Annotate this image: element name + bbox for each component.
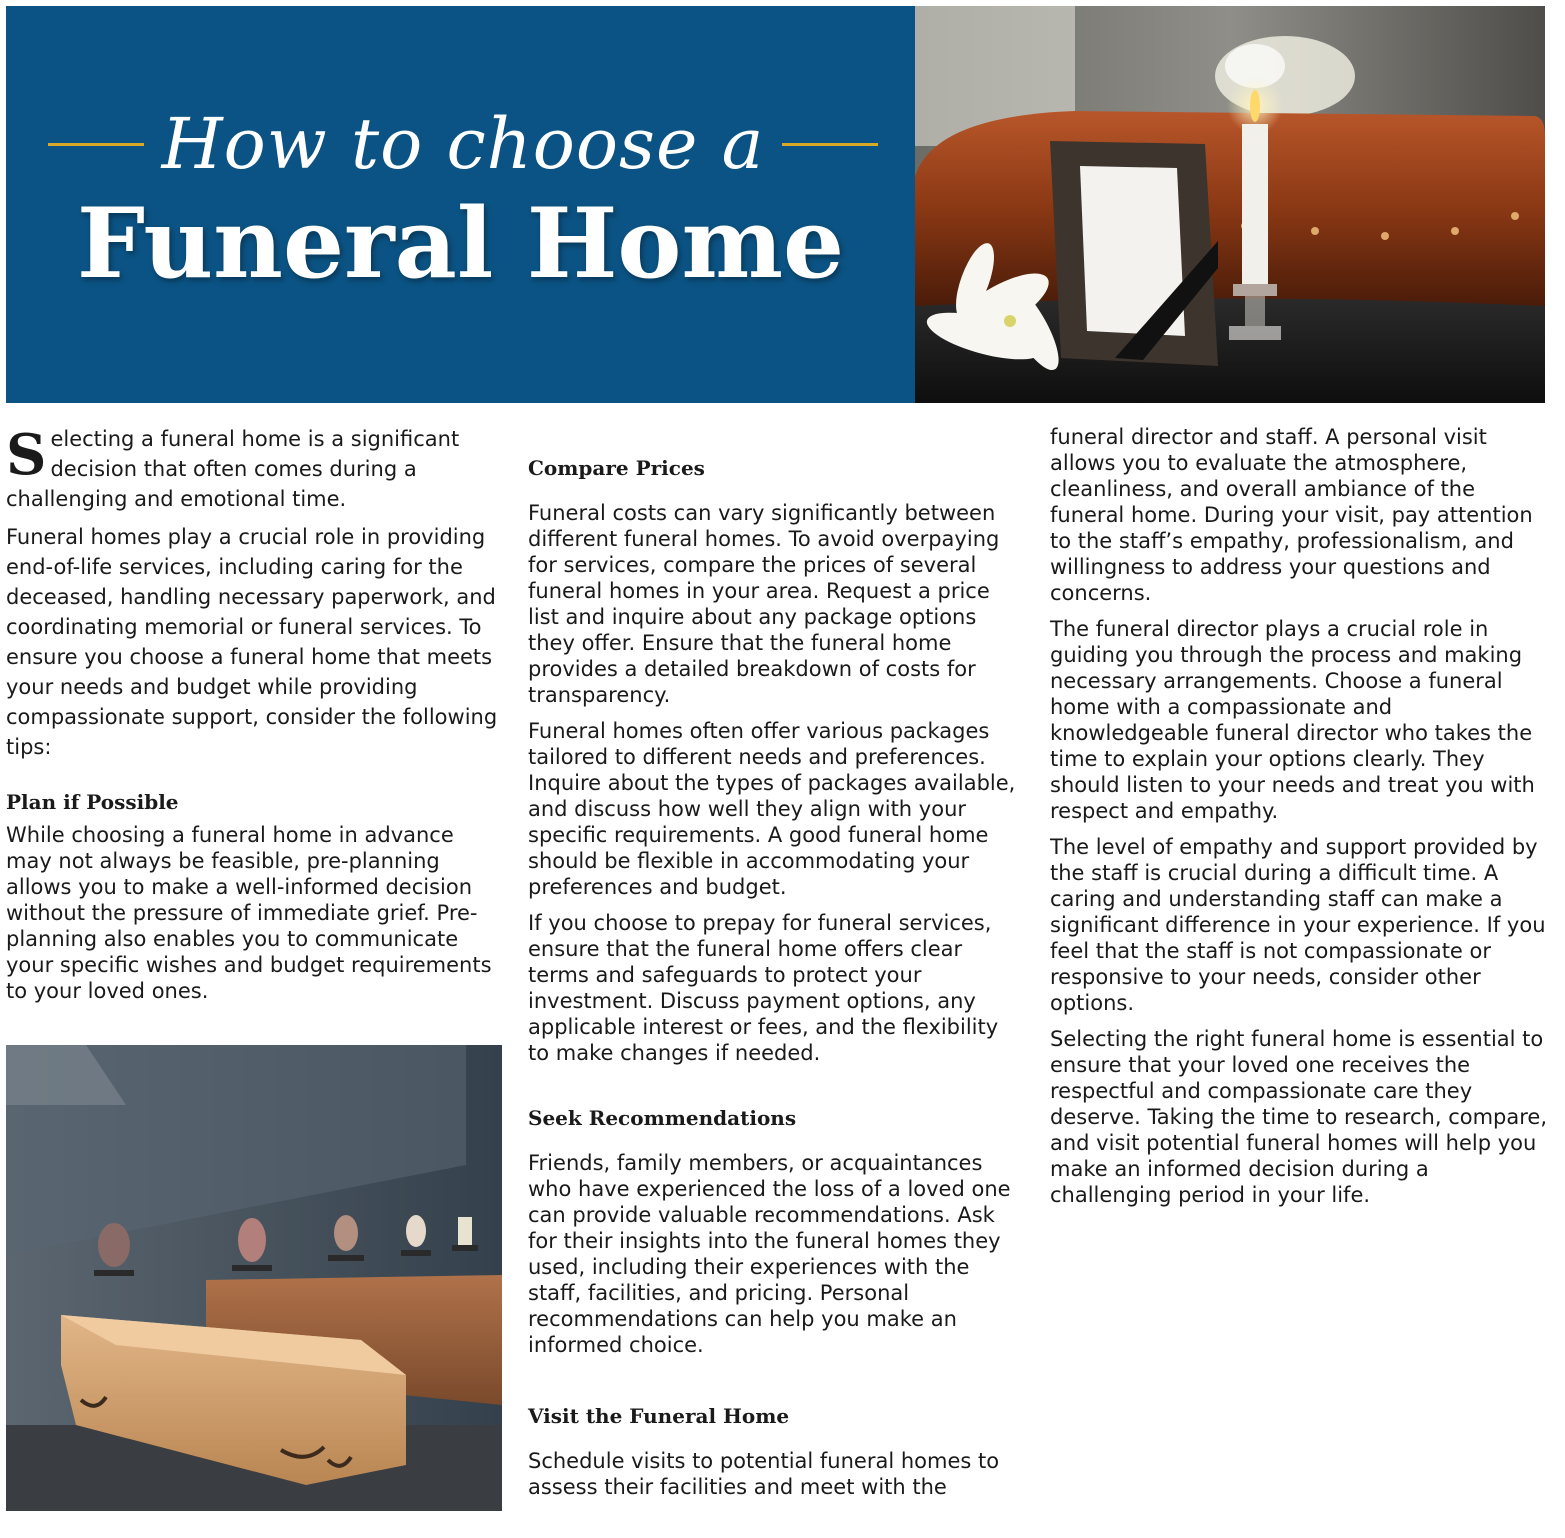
header-banner xyxy=(6,6,915,403)
plan-paragraph: While choosing a funeral home in advance may not always be feasible, pre-planning allows you to make a well-informed decision without the pressure of immediate grief. Pre-planning also enables you to communicate your specific wishes and budget requirements to your loved ones. xyxy=(6,823,492,1003)
compare-paragraph-2: Funeral homes often offer various packages tailored to different needs and preferences. Inquire about the types of packages available, and discuss how well they align with your specific requirements. A good funeral home should be flexible in accommodating your preferences and budget. xyxy=(528,719,1016,899)
candle-frame-lily-icon xyxy=(915,6,1545,403)
subhead-visit: Visit the Funeral Home xyxy=(528,1404,790,1428)
subhead-plan: Plan if Possible xyxy=(6,790,179,814)
subhead-seek: Seek Recommendations xyxy=(528,1106,797,1130)
column-3 xyxy=(1050,424,1548,1218)
subhead-compare: Compare Prices xyxy=(528,456,705,480)
left-gold-rule xyxy=(48,143,144,146)
headline-title: Funeral Home xyxy=(76,187,845,300)
empathy-paragraph: The level of empathy and support provided by the staff is crucial during a difficult time. A caring and understanding staff can make a significant difference in your experience. If you feel that the staff is not compassionate or responsive to your needs, consider other options. xyxy=(1050,835,1546,1015)
visit-continued-paragraph: funeral director and staff. A personal visit allows you to evaluate the atmosphere, cleanliness, and overall ambiance of the funeral home. During your visit, pay attention to the staff’s empathy, professionalism, and willingness to address your questions and concerns. xyxy=(1050,425,1533,605)
kicker-row xyxy=(30,94,896,194)
lede-paragraph: Funeral homes play a crucial role in providing end-of-life services, including caring for the deceased, handling necessary paperwork, and coordinating memorial or funeral services. To ensure you choose a funeral home that meets your needs and budget while providing compassionate support, consider the following tips: xyxy=(6,525,498,759)
column-2 xyxy=(528,424,1025,1510)
seek-paragraph: Friends, family members, or acquaintances who have experienced the loss of a loved one can provide valuable recommendations. Ask for their insights into the funeral homes they used, including their experiences with the staff, facilities, and pricing. Personal recommendations can help you make an informed choice. xyxy=(528,1151,1011,1357)
caskets-urns-showroom-icon xyxy=(6,1045,502,1511)
headline-kicker: How to choose a xyxy=(161,103,765,185)
visit-paragraph: Schedule visits to potential funeral homes to assess their facilities and meet with the xyxy=(528,1449,1000,1499)
drop-cap: S xyxy=(6,422,47,488)
conclusion-paragraph: Selecting the right funeral home is essential to ensure that your loved one receives the respectful and compassionate care they deserve. Taking the time to research, compare, and visit potential funeral homes will help you make an informed decision during a challenging period in your life. xyxy=(1050,1027,1548,1207)
director-paragraph: The funeral director plays a crucial role in guiding you through the process and making necessary arrangements. Choose a funeral home with a compassionate and knowledgeable funeral director who takes the time to explain your options clearly. They should listen to your needs and treat you with respect and empathy. xyxy=(1050,617,1535,823)
intro-paragraph xyxy=(6,424,502,514)
intro-text: electing a funeral home is a significant decision that often comes during a challenging and emotional time. xyxy=(6,427,460,511)
compare-paragraph-3: If you choose to prepay for funeral services, ensure that the funeral home offers clear terms and safeguards to protect your investment. Discuss payment options, any applicable interest or fees, and the flexibility to make changes if needed. xyxy=(528,911,999,1065)
compare-paragraph-1: Funeral costs can vary significantly between different funeral homes. To avoid overpaying for services, compare the prices of several funeral homes in your area. Request a price list and inquire about any package options they offer. Ensure that the funeral home provides a detailed breakdown of costs for transparency. xyxy=(528,501,1000,707)
right-gold-rule xyxy=(782,143,878,146)
column-1 xyxy=(6,424,502,1014)
